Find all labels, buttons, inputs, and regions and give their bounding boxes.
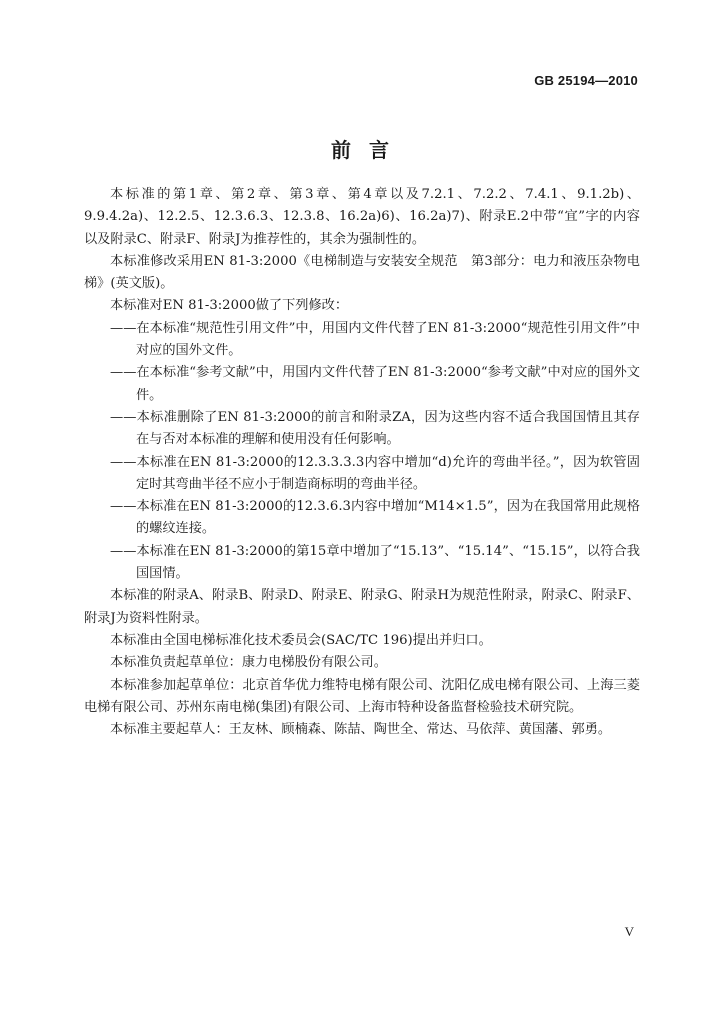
- modification-item: ——本标准在EN 81-3:2000的12.3.6.3内容中增加“M14×1.5”，因为在我国常用此规格的螺纹连接。: [110, 499, 640, 537]
- modification-item: ——在本标准“参考文献”中，用国内文件代替了EN 81-3:2000“参考文献”中对应的国外文件。: [110, 365, 640, 403]
- modification-item: ——在本标准“规范性引用文件”中，用国内文件代替了EN 81-3:2000“规范性引用文件”中对应的国外文件。: [110, 320, 640, 359]
- paragraph-scope: 本标准的第1章、第2章、第3章、第4章以及7.2.1、7.2.2、7.4.1、9.1.2b)、9.9.4.2a)、12.2.5、12.3.6.3、12.3.8、16.2a)6)、16.2a)7)、附录E.2中带“宜”字的内容以及附录C、附录F、附录J为推荐性的，其余为强制性的。: [84, 187, 640, 247]
- paragraph-adoption: 本标准修改采用EN 81-3:2000《电梯制造与安装安全规范 第3部分：电力和液压杂物电梯》(英文版)。: [84, 253, 640, 292]
- paragraph-proposer: 本标准由全国电梯标准化技术委员会(SAC/TC 196)提出并归口。: [110, 632, 492, 648]
- paragraph-participating-drafters: 本标准参加起草单位：北京首华优力维特电梯有限公司、沈阳亿成电梯有限公司、上海三菱电梯有限公司、苏州东南电梯(集团)有限公司、上海市特种设备监督检验技术研究院。: [84, 677, 640, 715]
- paragraph-annexes: 本标准的附录A、附录B、附录D、附录E、附录G、附录H为规范性附录，附录C、附录F、附录J为资料性附录。: [84, 588, 640, 626]
- standard-number: GB 25194—2010: [534, 73, 638, 88]
- modification-item: ——本标准删除了EN 81-3:2000的前言和附录ZA，因为这些内容不适合我国国情且其存在与否对本标准的理解和使用没有任何影响。: [110, 409, 640, 448]
- paragraph-modifications-intro: 本标准对EN 81-3:2000做了下列修改：: [110, 298, 349, 314]
- modification-item: ——本标准在EN 81-3:2000的12.3.3.3.3内容中增加“d)允许的弯曲半径。”，因为软管固定时其弯曲半径不应小于制造商标明的弯曲半径。: [110, 454, 640, 492]
- page-title: 前言: [331, 138, 407, 162]
- foreword-body: [84, 184, 640, 741]
- paragraph-main-drafters: 本标准主要起草人：王友林、顾楠森、陈喆、陶世全、常达、马依萍、黄国藩、郭勇。: [110, 722, 612, 738]
- modification-item: ——本标准在EN 81-3:2000的第15章中增加了“15.13”、“15.14”、“15.15”，以符合我国国情。: [110, 543, 640, 582]
- paragraph-lead-drafter: 本标准负责起草单位：康力电梯股份有限公司。: [110, 655, 387, 671]
- page-number: V: [624, 924, 634, 939]
